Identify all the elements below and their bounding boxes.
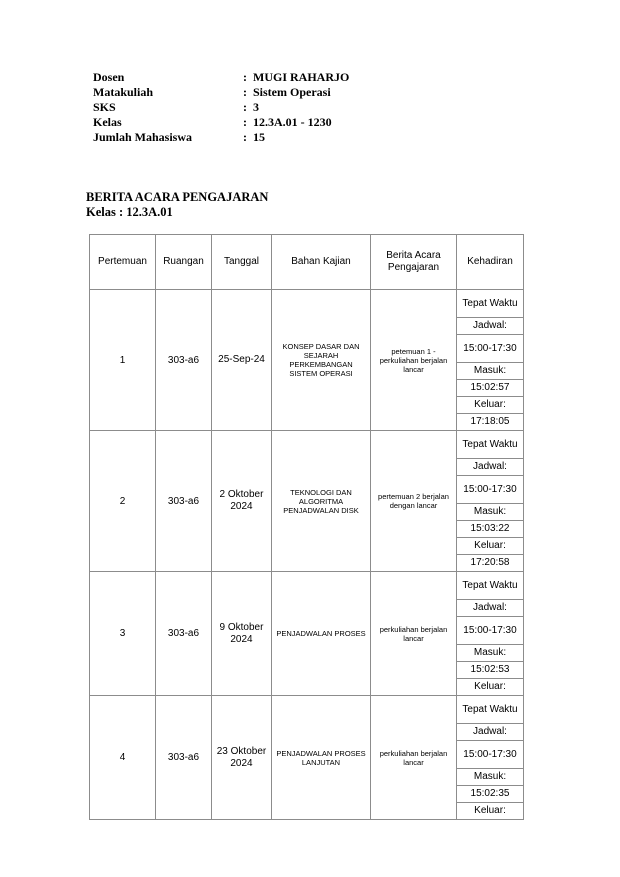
kehadiran-jadwal-label: Jadwal: xyxy=(457,724,524,741)
kehadiran-keluar-label: Keluar: xyxy=(457,538,524,555)
info-row-kelas xyxy=(93,115,349,130)
class-subtitle: Kelas : 12.3A.01 xyxy=(86,205,173,219)
info-label: Jumlah Mahasiswa xyxy=(93,130,193,144)
info-row-dosen xyxy=(93,70,349,85)
header-kehadiran: Kehadiran xyxy=(457,235,524,290)
kehadiran-masuk-label: Masuk: xyxy=(457,769,524,786)
cell-ruangan: 303-a6 xyxy=(156,431,212,572)
kehadiran-masuk: 15:03:22 xyxy=(457,521,524,538)
info-colon: : xyxy=(243,70,247,84)
cell-pertemuan: 2 xyxy=(90,431,156,572)
cell-ruangan: 303-a6 xyxy=(156,290,212,431)
info-value: 3 xyxy=(253,100,259,114)
kehadiran-masuk-label: Masuk: xyxy=(457,504,524,521)
info-row-matakuliah xyxy=(93,85,349,100)
info-value: MUGI RAHARJO xyxy=(253,70,350,84)
header-bahan-kajian: Bahan Kajian xyxy=(272,235,371,290)
cell-pertemuan: 1 xyxy=(90,290,156,431)
cell-tanggal: 9 Oktober 2024 xyxy=(212,572,272,696)
cell-tanggal: 23 Oktober 2024 xyxy=(212,696,272,820)
cell-bahan-kajian: TEKNOLOGI DAN ALGORITMA PENJADWALAN DISK xyxy=(272,431,371,572)
header-pertemuan: Pertemuan xyxy=(90,235,156,290)
cell-bahan-kajian: PENJADWALAN PROSES xyxy=(272,572,371,696)
cell-berita-acara: pertemuan 2 berjalan dengan lancar xyxy=(371,431,457,572)
cell-ruangan: 303-a6 xyxy=(156,572,212,696)
kehadiran-jadwal: 15:00-17:30 xyxy=(457,335,524,363)
header-ruangan: Ruangan xyxy=(156,235,212,290)
info-colon: : xyxy=(243,115,247,129)
kehadiran-jadwal: 15:00-17:30 xyxy=(457,476,524,504)
kehadiran-jadwal-label: Jadwal: xyxy=(457,600,524,617)
kehadiran-masuk: 15:02:35 xyxy=(457,786,524,803)
cell-bahan-kajian: PENJADWALAN PROSES LANJUTAN xyxy=(272,696,371,820)
report-heading xyxy=(86,190,268,220)
header-berita-acara: Berita Acara Pengajaran xyxy=(371,235,457,290)
kehadiran-status: Tepat Waktu xyxy=(457,572,524,600)
kehadiran-keluar-label: Keluar: xyxy=(457,679,524,696)
kehadiran-masuk: 15:02:57 xyxy=(457,380,524,397)
info-label: Kelas xyxy=(93,115,122,129)
info-value: 15 xyxy=(253,130,265,144)
kehadiran-status: Tepat Waktu xyxy=(457,290,524,318)
info-row-jumlah-mahasiswa xyxy=(93,130,349,145)
kehadiran-masuk-label: Masuk: xyxy=(457,363,524,380)
cell-tanggal: 2 Oktober 2024 xyxy=(212,431,272,572)
cell-berita-acara: perkuliahan berjalan lancar xyxy=(371,572,457,696)
teaching-record-table xyxy=(89,234,524,820)
kehadiran-jadwal: 15:00-17:30 xyxy=(457,617,524,645)
cell-berita-acara: petemuan 1 - perkuliahan berjalan lancar xyxy=(371,290,457,431)
kehadiran-keluar-label: Keluar: xyxy=(457,397,524,414)
kehadiran-keluar: 17:20:58 xyxy=(457,555,524,572)
info-label: SKS xyxy=(93,100,116,114)
kehadiran-status: Tepat Waktu xyxy=(457,431,524,459)
header-tanggal: Tanggal xyxy=(212,235,272,290)
kehadiran-keluar: 17:18:05 xyxy=(457,414,524,431)
kehadiran-jadwal: 15:00-17:30 xyxy=(457,741,524,769)
cell-bahan-kajian: KONSEP DASAR DAN SEJARAH PERKEMBANGAN SISTEM OPERASI xyxy=(272,290,371,431)
course-info xyxy=(93,70,349,145)
kehadiran-status: Tepat Waktu xyxy=(457,696,524,724)
kehadiran-masuk-label: Masuk: xyxy=(457,645,524,662)
cell-pertemuan: 4 xyxy=(90,696,156,820)
cell-pertemuan: 3 xyxy=(90,572,156,696)
cell-ruangan: 303-a6 xyxy=(156,696,212,820)
table-header-row xyxy=(90,235,524,290)
cell-tanggal: 25-Sep-24 xyxy=(212,290,272,431)
info-value: 12.3A.01 - 1230 xyxy=(253,115,332,129)
info-colon: : xyxy=(243,85,247,99)
info-value: Sistem Operasi xyxy=(253,85,331,99)
kehadiran-jadwal-label: Jadwal: xyxy=(457,459,524,476)
info-colon: : xyxy=(243,100,247,114)
info-row-sks xyxy=(93,100,349,115)
info-label: Dosen xyxy=(93,70,125,84)
kehadiran-keluar-label: Keluar: xyxy=(457,803,524,820)
cell-berita-acara: perkuliahan berjalan lancar xyxy=(371,696,457,820)
report-title: BERITA ACARA PENGAJARAN xyxy=(86,190,269,204)
kehadiran-jadwal-label: Jadwal: xyxy=(457,318,524,335)
info-colon: : xyxy=(243,130,247,144)
kehadiran-masuk: 15:02:53 xyxy=(457,662,524,679)
info-label: Matakuliah xyxy=(93,85,154,99)
